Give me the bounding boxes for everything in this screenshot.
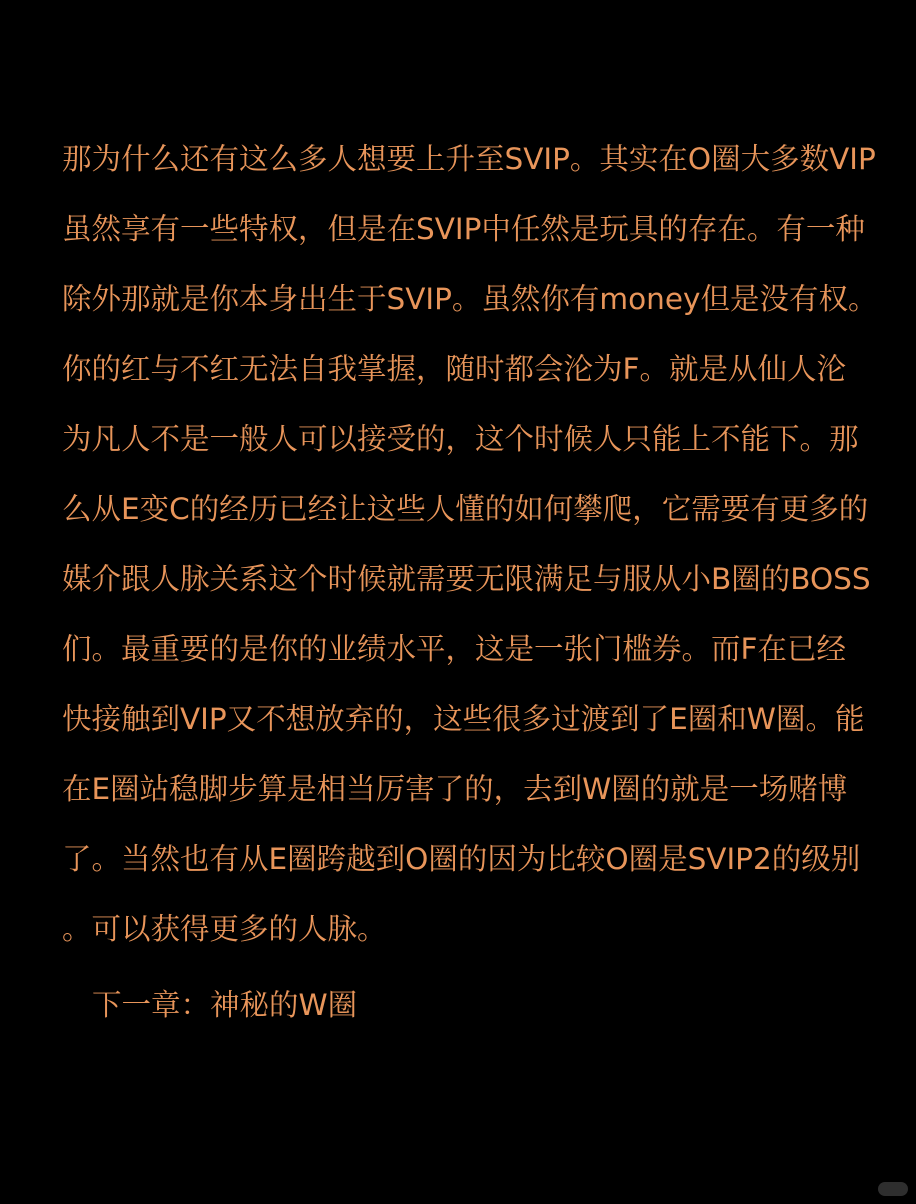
text-line-7: 媒介跟人脉关系这个时候就需要无限满足与服从小B圈的BOSS xyxy=(62,562,871,596)
text-line-2: 虽然享有一些特权，但是在SVIP中任然是玩具的存在。有一种 xyxy=(62,212,865,246)
text-line-5: 为凡人不是一般人可以接受的，这个时候人只能上不能下。那 xyxy=(62,422,859,456)
text-line-6: 么从E变C的经历已经让这些人懂的如何攀爬，它需要有更多的 xyxy=(62,492,869,526)
text-line-1: 那为什么还有这么多人想要上升至SVIP。其实在O圈大多数VIP xyxy=(62,142,876,176)
text-line-10: 在E圈站稳脚步算是相当厉害了的，去到W圈的就是一场赌博 xyxy=(62,772,848,806)
text-line-12: 。可以获得更多的人脉。 xyxy=(62,912,387,946)
text-line-8: 们。最重要的是你的业绩水平，这是一张门槛券。而F在已经 xyxy=(62,632,846,666)
text-line-4: 你的红与不红无法自我掌握，随时都会沦为F。就是从仙人沦 xyxy=(62,352,846,386)
text-line-11: 了。当然也有从E圈跨越到O圈的因为比较O圈是SVIP2的级别 xyxy=(62,842,861,876)
text-line-9: 快接触到VIP又不想放弃的，这些很多过渡到了E圈和W圈。能 xyxy=(62,702,865,736)
watermark-logo xyxy=(878,1182,908,1196)
body-paragraph xyxy=(62,124,878,964)
next-chapter-link: 下一章：神秘的W圈 xyxy=(92,988,358,1022)
text-line-3: 除外那就是你本身出生于SVIP。虽然你有money但是没有权。 xyxy=(62,282,878,316)
